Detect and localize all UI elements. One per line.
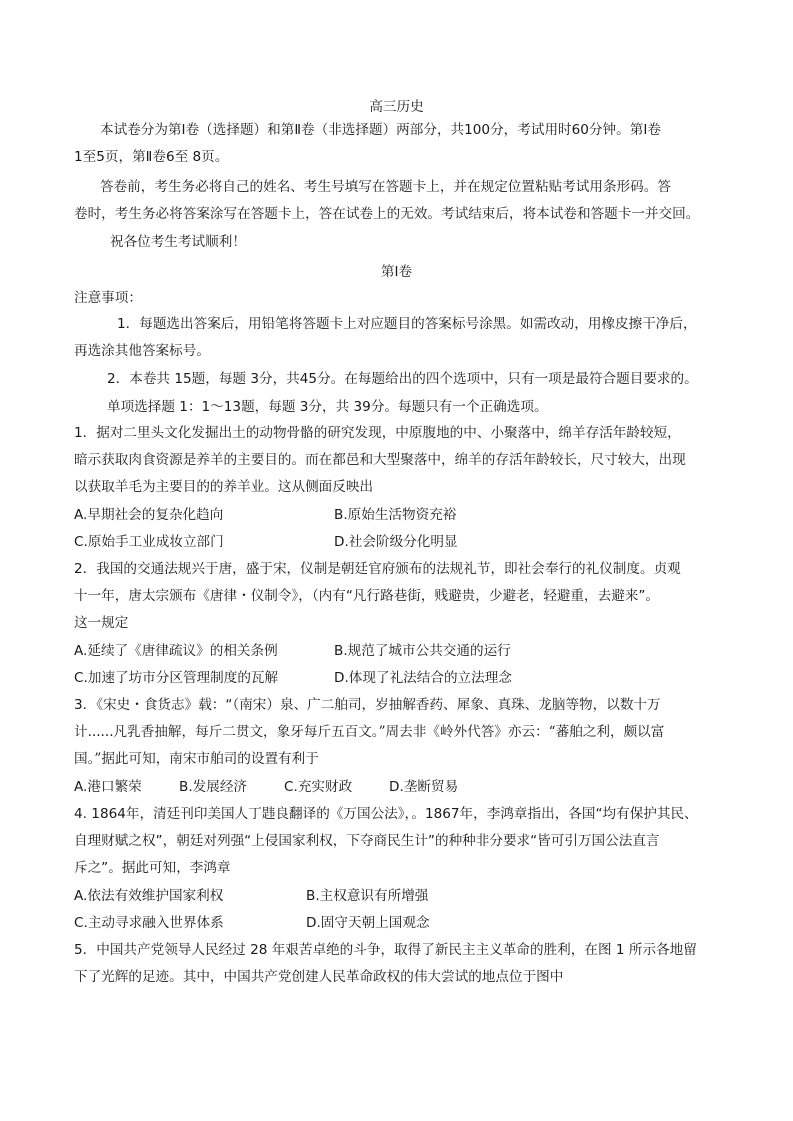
notes-line: 1．每题选出答案后，用铅笔将答题卡上对应题目的答案标号涂黑。如需改动，用橡皮擦干净后， xyxy=(117,316,697,332)
section-title: 第Ⅰ卷 xyxy=(380,264,413,280)
option-a[interactable]: A.延续了《唐律疏议》的相关条例 xyxy=(74,643,278,659)
page-title: 高三历史 xyxy=(369,99,424,115)
option-d[interactable]: D.固守天朝上国观念 xyxy=(306,915,430,931)
intro-line: 祝各位考生考试顺利！ xyxy=(110,234,246,250)
question-stem-line: 以获取羊毛为主要目的的养羊业。这从侧面反映出 xyxy=(74,479,374,495)
option-c[interactable]: C.主动寻求融入世界体系 xyxy=(74,915,224,931)
option-c[interactable]: C.加速了坊市分区管理制度的瓦解 xyxy=(74,670,279,686)
question-stem-line: 下了光辉的足迹。其中，中国共产党创建人民革命政权的伟大尝试的地点位于图中 xyxy=(74,969,564,985)
option-c[interactable]: C.充实财政 xyxy=(284,779,353,795)
option-b[interactable]: B.主权意识有所增强 xyxy=(306,888,429,904)
notes-line: 再选涂其他答案标号。 xyxy=(74,343,210,359)
notes-line: 2．本卷共 15题，每题 3分，共45分。在每题给出的四个选项中，只有一项是最符合题目要求的。 xyxy=(107,371,698,387)
option-a[interactable]: A.港口繁荣 xyxy=(74,779,142,795)
intro-line: 1至5页，第Ⅱ卷6至 8页。 xyxy=(74,149,229,165)
question-stem-line: 1．据对二里头文化发掘出土的动物骨骼的研究发现，中原腹地的中、小聚落中，绵羊存活年龄较短， xyxy=(74,425,681,441)
question-stem-line: 斥之”。据此可知，李鸿章 xyxy=(74,860,231,876)
question-stem-line: 暗示获取肉食资源是养羊的主要目的。而在都邑和大型聚落中，绵羊的存活年龄较长，尺寸较大，出现 xyxy=(74,452,686,468)
option-d[interactable]: D.社会阶级分化明显 xyxy=(334,534,458,550)
option-b[interactable]: B.发展经济 xyxy=(179,779,248,795)
question-stem-line: 这一规定 xyxy=(74,615,129,631)
question-stem-line: 5．中国共产党领导人民经过 28 年艰苦卓绝的斗争，取得了新民主主义革命的胜利，在图 1 所示各地留 xyxy=(74,942,697,958)
intro-line: 答卷前，考生务必将自己的姓名、考生号填写在答题卡上，并在规定位置粘贴考试用条形码。答 xyxy=(100,179,671,195)
notes-line: 单项选择题 1：1～13题，每题 3分，共 39分。每题只有一个正确选项。 xyxy=(107,399,548,415)
option-d[interactable]: D.垄断贸易 xyxy=(389,779,459,795)
option-b[interactable]: B.规范了城市公共交通的运行 xyxy=(334,643,511,659)
option-c[interactable]: C.原始手工业成妆立部门 xyxy=(74,534,224,550)
question-stem-line: 十一年，唐太宗颁布《唐律・仪制令》，（内有“凡行路巷街，贱避贵，少避老，轻避重，去避来”。 xyxy=(74,588,660,604)
option-b[interactable]: B.原始生活物资充裕 xyxy=(334,507,457,523)
option-a[interactable]: A.依法有效维护国家利权 xyxy=(74,888,224,904)
question-stem-line: 2．我国的交通法规兴于唐，盛于宋，仪制是朝廷官府颁布的法规礼节，即社会奉行的礼仪制度。贞观 xyxy=(74,561,681,577)
intro-line: 卷时，考生务必将答案涂写在答题卡上，答在试卷上的无效。考试结束后，将本试卷和答题卡一并交回。 xyxy=(74,206,700,222)
intro-line: 本试卷分为第Ⅰ卷（选择题）和第Ⅱ卷（非选择题）两部分，共100分，考试用时60分钟。第Ⅰ卷 xyxy=(100,122,661,138)
option-d[interactable]: D.体现了礼法结合的立法理念 xyxy=(334,670,512,686)
question-stem-line: 计......凡乳香抽解，每斤二贯文，象牙每斤五百文。”周去非《岭外代答》亦云：“蕃舶之利，颇以富 xyxy=(74,724,665,740)
question-stem-line: 3．《宋史・食货志》载：“（南宋）泉、广二舶司，岁抽解香药、犀象、真珠、龙脑等物，以数十万 xyxy=(74,697,661,713)
option-a[interactable]: A.早期社会的复杂化趋向 xyxy=(74,507,224,523)
question-stem-line: 自理财赋之权”，朝廷对列强“上侵国家利权，下夺商民生计”的种种非分要求“皆可引万国公法直言 xyxy=(74,833,660,849)
question-stem-line: 4. 1864年，清廷刊印美国人丁韪良翻译的《万国公法》，。1867年，李鸿章指出，各国“均有保护其民、 xyxy=(74,806,698,822)
question-stem-line: 国。”据此可知，南宋市舶司的设置有利于 xyxy=(74,751,319,767)
notes-heading: 注意事项： xyxy=(74,290,142,306)
